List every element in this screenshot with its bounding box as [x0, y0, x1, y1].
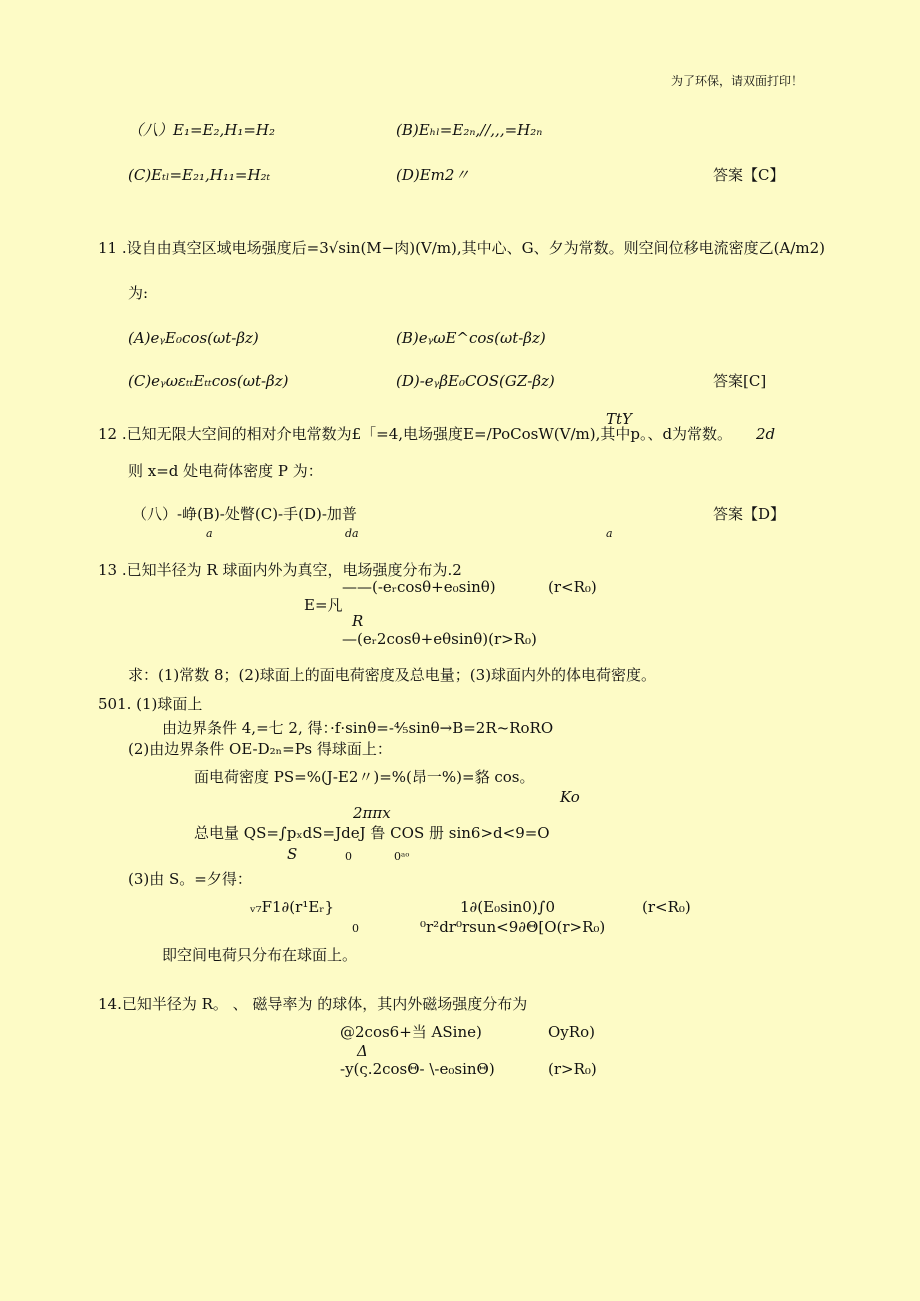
q12-options: （八）-峥(B)-处瞥(C)-手(D)-加普	[132, 505, 357, 523]
q14-stem: 14.已知半径为 R。 、 磁导率为 的球体，其内外磁场强度分布为	[98, 995, 528, 1013]
q12-stem-tail: 2d	[756, 425, 776, 443]
q11-option-b: (B)eᵧωE^cos(ωt-βz)	[396, 329, 546, 347]
q13-ask: 求：(1)常数 8；(2)球面上的面电荷密度及总电量；(3)球面内外的体电荷密度。	[128, 666, 657, 684]
solution-step2-heading: (2)由边界条件 OE-D₂ₙ=Ps 得球面上：	[128, 740, 392, 758]
q10-option-c: (C)Eₜₗ=E₂₁,H₁₁=H₂ₜ	[128, 166, 271, 184]
divergence-zero: 0	[352, 922, 359, 935]
q12-stem: 12 .已知无限大空间的相对介电常数为£「=4,电场强度E=/PoCosW(V∕m),其中p。、d为常数。	[98, 425, 733, 443]
q14-cond2: (r>R₀)	[548, 1060, 597, 1078]
solution-number: 501. (1)球面上	[98, 695, 203, 713]
divergence-formula-right: 1∂(E₀sin0)∫0	[460, 898, 556, 916]
surface-charge-density: 面电荷密度 PS=%(J-E2〃)=%(昂一%)=貉 cos。	[194, 768, 535, 786]
q11-stem-cont: 为:	[128, 284, 149, 302]
integral-sub-zero: 0	[345, 850, 352, 863]
header-note: 为了环保，请双面打印！	[671, 74, 804, 88]
q13-line1: ——(-eᵣcosθ+e₀sinθ)	[342, 578, 496, 596]
q10-answer: 答案【C】	[713, 166, 785, 184]
q14-line1: @2cos6+当 ASine)	[340, 1023, 482, 1041]
solution-step1: 由边界条件 4,=七 2, 得：·f·sinθ=-⅘sinθ→B=2R~RoRO	[162, 719, 554, 737]
q13-eq-left: E=凡	[304, 596, 343, 614]
q10-option-b: (B)Eₕₗ=E₂ₙ,//,,,=H₂ₙ	[396, 121, 543, 139]
q12-sub-a: a	[206, 527, 213, 540]
q10-option-a: （八）E₁=E₂,H₁=H₂	[128, 121, 276, 139]
divergence-formula-left: ᵥ₇F1∂(r¹Eᵣ}	[250, 898, 335, 916]
q13-cond1: (r<R₀)	[548, 578, 597, 596]
q10-option-d: (D)Em2〃	[396, 166, 470, 184]
divergence-formula-denominator: ⁰r²dr⁰rsun<9∂Θ[O(r>R₀)	[420, 918, 606, 936]
q11-option-c: (C)eᵧωεₜₜEₜₜcos(ωt-βz)	[128, 372, 289, 390]
total-charge: 总电量 QS=∫pₓdS=JdeJ 鲁 COS 册 sin6>d<9=O	[194, 824, 550, 842]
q11-option-d: (D)-eᵧβE₀COS(GZ-βz)	[396, 372, 555, 390]
q12-sub-a2: a	[606, 527, 613, 540]
q13-r-label: R	[352, 612, 364, 630]
divergence-cond-inner: (r<R₀)	[642, 898, 691, 916]
q12-superscript: TtY	[606, 410, 632, 428]
conclusion: 即空间电荷只分布在球面上。	[162, 946, 358, 964]
q14-cond1: OyRo)	[548, 1023, 595, 1041]
solution-step3-heading: (3)由 S。=夕得：	[128, 870, 252, 888]
q12-answer: 答案【D】	[713, 505, 786, 523]
q13-line2: —(eᵣ2cosθ+eθsinθ)(r>R₀)	[342, 630, 537, 648]
integral-sub-s: S	[287, 845, 298, 863]
q14-line2: -y(ς.2cosΘ- \-e₀sinΘ)	[340, 1060, 495, 1078]
ko-label: Ko	[560, 788, 580, 806]
q12-sub-da: da	[345, 527, 359, 540]
q14-delta: Δ	[357, 1042, 368, 1060]
q11-stem: 11 .设自由真空区域电场强度后=3√sin(M−肉)(V∕m),其中心、G、夕为常数。则空间位移电流密度乙(A∕m2)	[98, 239, 826, 257]
two-pi-label: 2ππx	[353, 804, 391, 822]
q13-stem: 13 .已知半径为 R 球面内外为真空，电场强度分布为.2	[98, 561, 462, 579]
integral-sub-zero2: 0ᵃᵒ	[394, 850, 410, 863]
q12-stem2: 则 x=d 处电荷体密度 P 为：	[128, 462, 323, 480]
q11-option-a: (A)eᵧE₀cos(ωt-βz)	[128, 329, 259, 347]
q11-answer: 答案[C]	[713, 372, 767, 390]
